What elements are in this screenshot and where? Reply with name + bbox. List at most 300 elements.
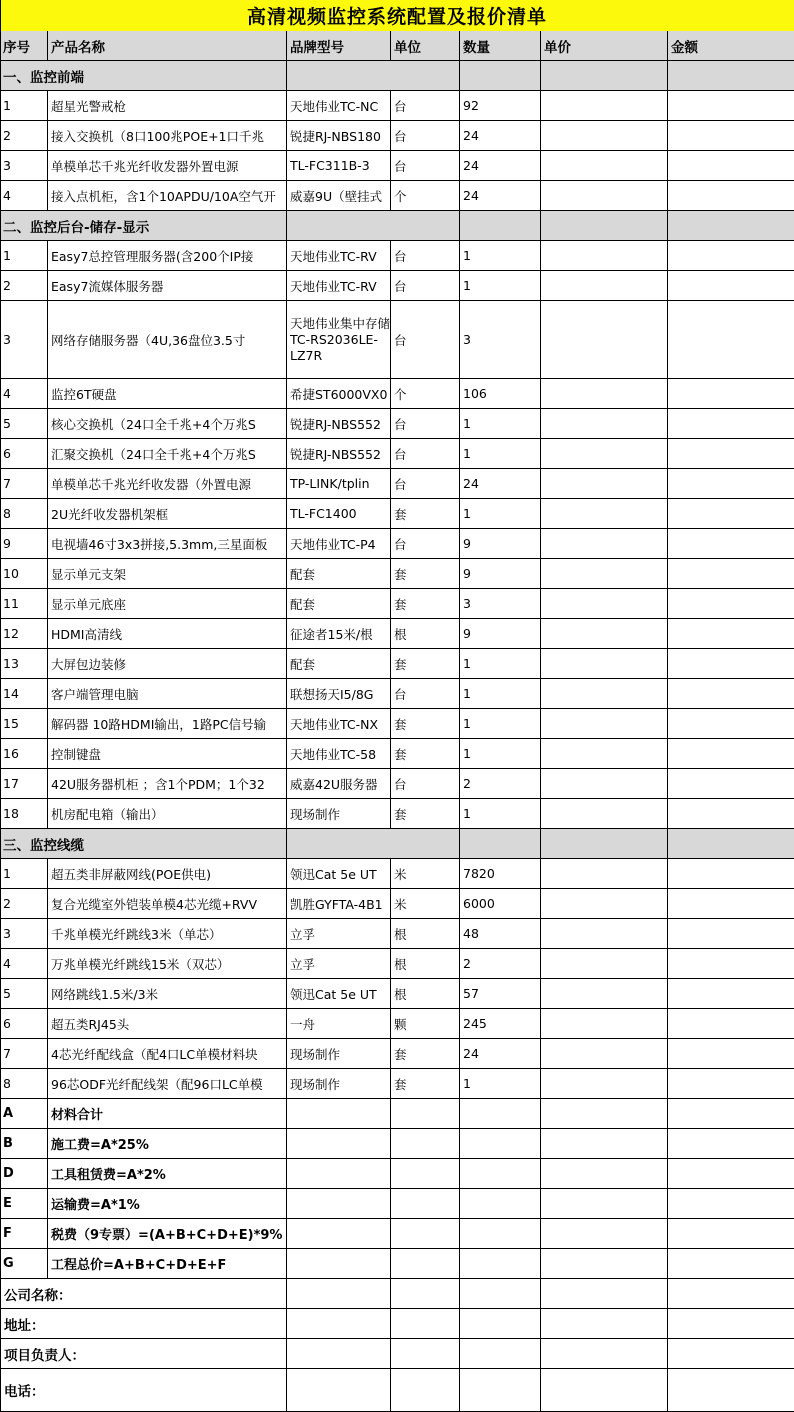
col-amount-cell xyxy=(668,1369,794,1411)
col-qty-cell: 92 xyxy=(460,91,541,120)
col-brand-cell: 征途者15米/根 xyxy=(287,619,391,648)
col-index-cell: 1 xyxy=(0,241,48,270)
col-unit-cell xyxy=(391,1369,460,1411)
col-brand-cell xyxy=(287,1249,391,1278)
col-qty-cell: 24 xyxy=(460,469,541,498)
col-qty-cell: 9 xyxy=(460,529,541,558)
col-index-cell: 3 xyxy=(0,301,48,378)
col-unit-cell: 根 xyxy=(391,979,460,1008)
col-unit-cell xyxy=(391,1279,460,1308)
col-unit-cell: 台 xyxy=(391,469,460,498)
col-price-cell xyxy=(541,121,668,150)
col-index-cell: 2 xyxy=(0,121,48,150)
col-amount-cell xyxy=(668,1339,794,1368)
footer-row xyxy=(0,1339,794,1369)
col-qty-cell: 245 xyxy=(460,1009,541,1038)
col-unit-cell: 个 xyxy=(391,181,460,210)
col-price-cell xyxy=(541,241,668,270)
col-price-cell xyxy=(541,979,668,1008)
col-brand-cell xyxy=(287,1189,391,1218)
col-price-cell xyxy=(541,919,668,948)
col-amount-cell xyxy=(668,61,794,90)
col-index-cell: 12 xyxy=(0,619,48,648)
col-unit-cell xyxy=(391,1099,460,1128)
col-qty-cell: 9 xyxy=(460,559,541,588)
col-qty-cell: 3 xyxy=(460,301,541,378)
col-unit-cell xyxy=(391,1339,460,1368)
col-brand-cell: 威嘉42U服务器 xyxy=(287,769,391,798)
col-product-cell: 千兆单模光纤跳线3米（单芯） xyxy=(48,919,287,948)
col-price-cell xyxy=(541,889,668,918)
col-brand-cell: 天地伟业集中存储 TC-RS2036LE-LZ7R xyxy=(287,301,391,378)
col-unit-cell xyxy=(391,1249,460,1278)
col-amount-cell: 金额 xyxy=(671,39,698,56)
col-unit-cell: 个 xyxy=(391,379,460,408)
col-product-cell: 42U服务器机柜 ；含1个PDM；1个32 xyxy=(48,769,287,798)
col-qty-cell xyxy=(460,1369,541,1411)
col-amount-cell xyxy=(668,709,794,738)
col-index-cell: 4 xyxy=(0,949,48,978)
col-index-cell: 10 xyxy=(0,559,48,588)
col-unit-cell: 套 xyxy=(391,649,460,678)
table-row xyxy=(0,919,794,949)
col-qty-cell xyxy=(460,1279,541,1308)
col-unit-cell: 根 xyxy=(391,919,460,948)
col-amount-cell xyxy=(668,949,794,978)
col-amount-cell xyxy=(668,211,794,240)
col-price-cell xyxy=(541,499,668,528)
col-qty-cell: 106 xyxy=(460,379,541,408)
col-amount-cell xyxy=(668,241,794,270)
col-unit-cell: 颗 xyxy=(391,1009,460,1038)
col-unit-cell xyxy=(391,1189,460,1218)
col-amount-cell xyxy=(668,799,794,828)
col-price-cell xyxy=(541,1309,668,1338)
col-brand-cell: 领迅Cat 5e UT xyxy=(287,859,391,888)
section-header-row xyxy=(0,61,794,91)
col-unit-cell: 台 xyxy=(391,409,460,438)
col-product-cell: 96芯ODF光纤配线架（配96口LC单模 xyxy=(48,1069,287,1098)
col-amount-cell xyxy=(668,679,794,708)
col-unit-cell: 套 xyxy=(391,589,460,618)
col-index-cell: 8 xyxy=(0,1069,48,1098)
col-unit-cell: 台 xyxy=(391,439,460,468)
col-unit-cell: 台 xyxy=(391,769,460,798)
summary-row xyxy=(0,1219,794,1249)
col-product-cell: Easy7流媒体服务器 xyxy=(48,271,287,300)
section-label: 三、监控线缆 xyxy=(0,829,287,858)
col-qty-cell: 57 xyxy=(460,979,541,1008)
col-amount-cell xyxy=(668,271,794,300)
col-price-cell xyxy=(541,301,668,378)
col-amount-cell xyxy=(668,1129,794,1158)
col-index-cell: D xyxy=(0,1159,48,1188)
col-brand-cell: 品牌型号 xyxy=(287,31,391,60)
col-brand-cell: 锐捷RJ-NBS180 xyxy=(287,121,391,150)
table-row xyxy=(0,739,794,769)
col-unit-cell xyxy=(391,829,460,858)
col-price-cell xyxy=(541,1339,668,1368)
col-product-cell: 万兆单模光纤跳线15米（双芯） xyxy=(48,949,287,978)
table-row xyxy=(0,1069,794,1099)
col-price-cell xyxy=(541,91,668,120)
col-amount-cell xyxy=(668,1279,794,1308)
table-row xyxy=(0,91,794,121)
col-index-cell: 序号 xyxy=(0,31,48,60)
section-label: 一、监控前端 xyxy=(0,61,287,90)
col-product-cell: 2U光纤收发器机架框 xyxy=(48,499,287,528)
col-index-cell: 6 xyxy=(0,439,48,468)
table-row xyxy=(0,409,794,439)
col-amount-cell xyxy=(668,829,794,858)
col-price-cell xyxy=(541,529,668,558)
col-index-cell: 2 xyxy=(0,271,48,300)
col-product-cell: 单模单芯千兆光纤收发器外置电源 xyxy=(48,151,287,180)
col-amount-cell xyxy=(668,559,794,588)
col-amount-cell xyxy=(668,1099,794,1128)
col-brand-cell: TP-LINK/tplin xyxy=(287,469,391,498)
summary-row xyxy=(0,1129,794,1159)
col-brand-cell: 配套 xyxy=(287,649,391,678)
col-price-cell xyxy=(541,769,668,798)
section-label: 二、监控后台-储存-显示 xyxy=(0,211,287,240)
footer-label: 公司名称： xyxy=(0,1279,287,1308)
col-index-cell: 15 xyxy=(0,709,48,738)
col-index-cell: 16 xyxy=(0,739,48,768)
col-amount-cell xyxy=(668,1219,794,1248)
table-row xyxy=(0,181,794,211)
col-qty-cell xyxy=(460,211,541,240)
col-qty-cell: 1 xyxy=(460,679,541,708)
col-index-cell: 3 xyxy=(0,919,48,948)
col-index-cell: A xyxy=(0,1099,48,1128)
col-amount-cell xyxy=(668,1039,794,1068)
col-unit-cell xyxy=(391,1309,460,1338)
col-price-cell xyxy=(541,1099,668,1128)
col-price-cell xyxy=(541,469,668,498)
col-unit-cell: 台 xyxy=(391,241,460,270)
col-unit-cell: 根 xyxy=(391,619,460,648)
col-product-cell: 电视墙46寸3x3拼接,5.3mm,三星面板 xyxy=(48,529,287,558)
col-product-cell: 核心交换机（24口全千兆+4个万兆S xyxy=(48,409,287,438)
col-product-cell: HDMI高清线 xyxy=(48,619,287,648)
col-amount-cell xyxy=(668,409,794,438)
col-amount-cell xyxy=(668,1009,794,1038)
table-row xyxy=(0,619,794,649)
col-price-cell xyxy=(541,211,668,240)
col-unit-cell xyxy=(391,1159,460,1188)
col-price-cell xyxy=(541,1249,668,1278)
table-row xyxy=(0,1009,794,1039)
table-row xyxy=(0,979,794,1009)
col-price-cell xyxy=(541,1039,668,1068)
section-header-row xyxy=(0,829,794,859)
col-brand-cell: 锐捷RJ-NBS552 xyxy=(287,439,391,468)
col-price-cell xyxy=(541,1189,668,1218)
col-qty-cell: 1 xyxy=(460,271,541,300)
col-product-cell: 监控6T硬盘 xyxy=(48,379,287,408)
col-unit-cell: 台 xyxy=(391,151,460,180)
table-row xyxy=(0,439,794,469)
col-product-cell: Easy7总控管理服务器(含200个IP接 xyxy=(48,241,287,270)
col-unit-cell: 套 xyxy=(391,1069,460,1098)
col-amount-cell xyxy=(668,91,794,120)
col-index-cell: 4 xyxy=(0,181,48,210)
col-qty-cell xyxy=(460,829,541,858)
col-price-cell xyxy=(541,859,668,888)
col-qty-cell: 48 xyxy=(460,919,541,948)
col-unit-cell xyxy=(391,1219,460,1248)
col-amount-cell xyxy=(668,1249,794,1278)
col-brand-cell: 立孚 xyxy=(287,949,391,978)
table-row xyxy=(0,379,794,409)
col-qty-cell: 数量 xyxy=(460,31,541,60)
col-price-cell xyxy=(541,409,668,438)
col-price-cell xyxy=(541,181,668,210)
col-price-cell xyxy=(541,439,668,468)
col-unit-cell xyxy=(391,211,460,240)
col-amount-cell xyxy=(668,499,794,528)
col-price-cell: 单价 xyxy=(541,31,668,60)
col-index-cell: B xyxy=(0,1129,48,1158)
table-row xyxy=(0,589,794,619)
table-row xyxy=(0,499,794,529)
col-unit-cell: 台 xyxy=(391,529,460,558)
col-product-cell: 工具租赁费=A*2% xyxy=(48,1159,287,1188)
col-price-cell xyxy=(541,619,668,648)
col-brand-cell: TL-FC311B-3 xyxy=(287,151,391,180)
col-product-cell: 复合光缆室外铠装单模4芯光缆+RVV xyxy=(48,889,287,918)
col-product-cell: 网络跳线1.5米/3米 xyxy=(48,979,287,1008)
col-amount-cell xyxy=(668,439,794,468)
col-amount-cell xyxy=(668,979,794,1008)
table-row xyxy=(0,151,794,181)
col-product-cell: 汇聚交换机（24口全千兆+4个万兆S xyxy=(48,439,287,468)
col-amount-cell xyxy=(668,889,794,918)
col-price-cell xyxy=(541,1219,668,1248)
col-brand-cell: 一舟 xyxy=(287,1009,391,1038)
col-unit-cell: 台 xyxy=(391,301,460,378)
col-index-cell: G xyxy=(0,1249,48,1278)
table-row xyxy=(0,649,794,679)
col-product-cell: 显示单元支架 xyxy=(48,559,287,588)
col-amount-cell xyxy=(668,589,794,618)
col-unit-cell: 单位 xyxy=(391,31,460,60)
col-amount-cell xyxy=(668,1189,794,1218)
col-qty-cell: 2 xyxy=(460,769,541,798)
table-row xyxy=(0,559,794,589)
col-brand-cell xyxy=(287,1159,391,1188)
summary-row xyxy=(0,1099,794,1129)
col-unit-cell: 台 xyxy=(391,679,460,708)
table-row xyxy=(0,271,794,301)
footer-row xyxy=(0,1309,794,1339)
col-brand-cell: 天地伟业TC-P4 xyxy=(287,529,391,558)
col-price-cell xyxy=(541,1129,668,1158)
col-price-cell xyxy=(541,949,668,978)
col-price-cell xyxy=(541,679,668,708)
col-product-cell: 运输费=A*1% xyxy=(48,1189,287,1218)
col-brand-cell xyxy=(287,1219,391,1248)
col-brand-cell xyxy=(287,1099,391,1128)
col-unit-cell: 根 xyxy=(391,949,460,978)
col-index-cell: 8 xyxy=(0,499,48,528)
col-unit-cell: 套 xyxy=(391,709,460,738)
summary-row xyxy=(0,1159,794,1189)
col-product-cell: 税费（9专票）=(A+B+C+D+E)*9% xyxy=(48,1219,287,1248)
table-row xyxy=(0,529,794,559)
col-brand-cell: 天地伟业TC-NC xyxy=(287,91,391,120)
col-price-cell xyxy=(541,1279,668,1308)
summary-row xyxy=(0,1249,794,1279)
col-index-cell: 11 xyxy=(0,589,48,618)
col-price-cell xyxy=(541,559,668,588)
col-amount-cell xyxy=(668,919,794,948)
col-price-cell xyxy=(541,1159,668,1188)
table-row xyxy=(0,889,794,919)
table-header-row xyxy=(0,31,794,61)
col-unit-cell: 台 xyxy=(391,271,460,300)
table-row xyxy=(0,679,794,709)
col-price-cell xyxy=(541,829,668,858)
col-brand-cell: 现场制作 xyxy=(287,799,391,828)
footer-label: 项目负责人： xyxy=(0,1339,287,1368)
col-brand-cell: 领迅Cat 5e UT xyxy=(287,979,391,1008)
col-qty-cell: 24 xyxy=(460,181,541,210)
col-brand-cell: 天地伟业TC-RV xyxy=(287,271,391,300)
col-amount-cell xyxy=(668,859,794,888)
col-amount-cell xyxy=(668,181,794,210)
col-brand-cell: 天地伟业TC-58 xyxy=(287,739,391,768)
col-product-cell: 机房配电箱（输出） xyxy=(48,799,287,828)
col-qty-cell: 1 xyxy=(460,241,541,270)
col-product-cell: 工程总价=A+B+C+D+E+F xyxy=(48,1249,287,1278)
col-index-cell: 18 xyxy=(0,799,48,828)
col-qty-cell xyxy=(460,1129,541,1158)
col-qty-cell: 9 xyxy=(460,619,541,648)
table-row xyxy=(0,469,794,499)
col-index-cell: E xyxy=(0,1189,48,1218)
col-index-cell: 3 xyxy=(0,151,48,180)
col-qty-cell: 1 xyxy=(460,499,541,528)
col-unit-cell: 套 xyxy=(391,499,460,528)
col-unit-cell: 台 xyxy=(391,121,460,150)
col-qty-cell xyxy=(460,1159,541,1188)
col-brand-cell: 威嘉9U（壁挂式 xyxy=(287,181,391,210)
table-row xyxy=(0,241,794,271)
col-amount-cell xyxy=(668,619,794,648)
footer-row xyxy=(0,1369,794,1412)
col-index-cell: 13 xyxy=(0,649,48,678)
col-amount-cell xyxy=(668,301,794,378)
col-qty-cell: 1 xyxy=(460,649,541,678)
col-unit-cell: 套 xyxy=(391,559,460,588)
col-brand-cell xyxy=(287,1369,391,1411)
col-price-cell xyxy=(541,61,668,90)
sheet-title: 高清视频监控系统配置及报价清单 xyxy=(0,0,794,32)
col-price-cell xyxy=(541,379,668,408)
col-index-cell: 1 xyxy=(0,91,48,120)
col-amount-cell xyxy=(668,529,794,558)
col-unit-cell: 米 xyxy=(391,859,460,888)
table-row xyxy=(0,121,794,151)
col-product-cell: 接入点机柜，含1个10APDU/10A空气开 xyxy=(48,181,287,210)
col-price-cell xyxy=(541,1369,668,1411)
col-price-cell xyxy=(541,271,668,300)
summary-row xyxy=(0,1189,794,1219)
col-amount-cell xyxy=(668,739,794,768)
col-brand-cell: 配套 xyxy=(287,589,391,618)
col-qty-cell: 24 xyxy=(460,121,541,150)
table-row xyxy=(0,1039,794,1069)
col-product-cell: 网络存储服务器（4U,36盘位3.5寸 xyxy=(48,301,287,378)
footer-label: 地址： xyxy=(0,1309,287,1338)
col-brand-cell xyxy=(287,1129,391,1158)
col-qty-cell: 24 xyxy=(460,1039,541,1068)
col-product-cell: 超五类非屏蔽网线(POE供电) xyxy=(48,859,287,888)
table-row xyxy=(0,949,794,979)
col-amount-cell xyxy=(668,1309,794,1338)
col-qty-cell: 3 xyxy=(460,589,541,618)
col-index-cell: 6 xyxy=(0,1009,48,1038)
col-amount-cell xyxy=(668,769,794,798)
col-qty-cell: 1 xyxy=(460,439,541,468)
col-product-cell: 控制键盘 xyxy=(48,739,287,768)
col-index-cell: 9 xyxy=(0,529,48,558)
col-qty-cell xyxy=(460,1249,541,1278)
col-qty-cell: 1 xyxy=(460,739,541,768)
table-row xyxy=(0,301,794,379)
table-row xyxy=(0,709,794,739)
table-row xyxy=(0,799,794,829)
col-brand-cell: 希捷ST6000VX0 xyxy=(287,379,391,408)
col-qty-cell: 24 xyxy=(460,151,541,180)
col-price-cell xyxy=(541,739,668,768)
col-price-cell xyxy=(541,649,668,678)
col-product-cell: 显示单元底座 xyxy=(48,589,287,618)
col-qty-cell xyxy=(460,1339,541,1368)
col-product-cell: 单模单芯千兆光纤收发器（外置电源 xyxy=(48,469,287,498)
col-product-cell: 大屏包边装修 xyxy=(48,649,287,678)
col-price-cell xyxy=(541,589,668,618)
col-index-cell: F xyxy=(0,1219,48,1248)
col-qty-cell: 6000 xyxy=(460,889,541,918)
col-price-cell xyxy=(541,799,668,828)
footer-row xyxy=(0,1279,794,1309)
col-amount-cell xyxy=(668,379,794,408)
col-product-cell: 超星光警戒枪 xyxy=(48,91,287,120)
col-unit-cell: 套 xyxy=(391,739,460,768)
col-brand-cell: 现场制作 xyxy=(287,1069,391,1098)
col-qty-cell xyxy=(460,1099,541,1128)
col-brand-cell: 联想扬天I5/8G xyxy=(287,679,391,708)
col-amount-cell xyxy=(668,151,794,180)
col-unit-cell: 米 xyxy=(391,889,460,918)
col-index-cell: 5 xyxy=(0,979,48,1008)
col-amount-cell xyxy=(668,469,794,498)
col-qty-cell: 1 xyxy=(460,799,541,828)
col-product-cell: 产品名称 xyxy=(48,31,287,60)
col-amount-cell xyxy=(668,1159,794,1188)
col-qty-cell: 7820 xyxy=(460,859,541,888)
col-index-cell: 5 xyxy=(0,409,48,438)
col-brand-cell xyxy=(287,1309,391,1338)
col-brand-cell: 天地伟业TC-NX xyxy=(287,709,391,738)
col-index-cell: 7 xyxy=(0,469,48,498)
col-product-cell: 接入交换机（8口100兆POE+1口千兆 xyxy=(48,121,287,150)
col-qty-cell xyxy=(460,1309,541,1338)
col-index-cell: 1 xyxy=(0,859,48,888)
